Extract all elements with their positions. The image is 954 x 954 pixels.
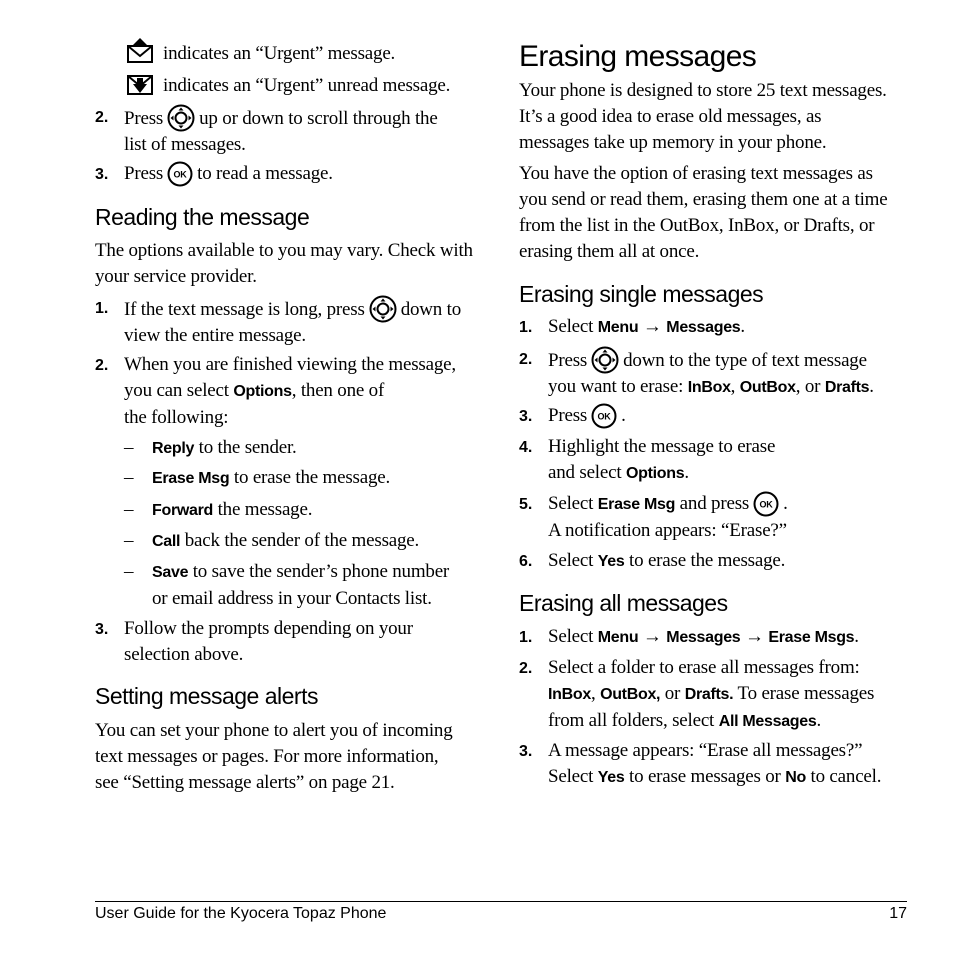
- text-line: messages take up memory in your phone.: [519, 132, 827, 153]
- step-text: you want to erase:: [548, 376, 688, 397]
- option-save: [124, 559, 450, 612]
- text-line: It’s a good idea to erase old messages, as: [519, 106, 822, 127]
- step-text: .: [816, 710, 822, 731]
- step-text: to erase messages or: [624, 766, 786, 787]
- heading-alerts: Setting message alerts: [95, 683, 318, 709]
- option-erase: [124, 465, 391, 492]
- menu-term: Yes: [597, 769, 625, 786]
- ok-key-icon: [591, 403, 617, 429]
- option-text: to erase the message.: [229, 467, 391, 488]
- step-text: up or down to scroll through the: [199, 108, 438, 129]
- urgent-unread-text: indicates an “Urgent” unread message.: [163, 75, 451, 96]
- step-text: Select a folder to erase all messages from:: [548, 657, 860, 678]
- menu-term: Options: [233, 383, 292, 400]
- step-text: from all folders, select: [548, 710, 719, 731]
- step-text: If the text message is long, press: [124, 299, 365, 320]
- step-number: 2.: [519, 660, 533, 677]
- step-text: To erase messages: [733, 683, 875, 704]
- menu-term: Erase Msg: [152, 470, 230, 487]
- step-text: Select: [548, 316, 598, 337]
- step-text: Select: [548, 766, 598, 787]
- step-number: 1.: [95, 300, 109, 317]
- step-text: A notification appears: “Erase?”: [548, 520, 787, 541]
- step-text: to cancel.: [805, 766, 882, 787]
- step-number: 1.: [519, 629, 533, 646]
- ok-key-icon: [167, 161, 193, 187]
- heading-erasing-all: Erasing all messages: [519, 590, 728, 616]
- urgent-unread-envelope-icon: [127, 70, 153, 96]
- menu-term: All Messages: [718, 713, 817, 730]
- reading-step-2: [124, 352, 456, 431]
- step-text: Press: [124, 108, 164, 129]
- navigation-key-icon: [167, 104, 195, 132]
- text-line: from the list in the OutBox, InBox, or Drafts, or: [519, 215, 875, 236]
- step-scroll: [124, 104, 438, 158]
- menu-term: Erase Msgs: [768, 629, 855, 646]
- urgent-text: indicates an “Urgent” message.: [163, 43, 396, 64]
- text-line: you send or read them, erasing them one at a time: [519, 189, 888, 210]
- single-step-1: [548, 314, 745, 341]
- single-step-6: [548, 548, 785, 575]
- text-line: text messages or pages. For more information,: [95, 746, 439, 767]
- reading-step-3: [124, 616, 413, 668]
- option-forward: [124, 497, 313, 524]
- step-number: 1.: [519, 319, 533, 336]
- step-text: .: [783, 493, 788, 514]
- step-number: 6.: [519, 553, 533, 570]
- step-text: or: [660, 683, 685, 704]
- step-read: [124, 161, 333, 187]
- reading-intro: [95, 238, 473, 290]
- step-text: list of messages.: [124, 134, 246, 155]
- step-text: Follow the prompts depending on your: [124, 618, 413, 639]
- menu-term: Messages: [666, 629, 741, 646]
- step-text: to read a message.: [197, 163, 333, 184]
- text-line: You have the option of erasing text messages as: [519, 163, 873, 184]
- footer-title: User Guide for the Kyocera Topaz Phone: [95, 905, 387, 922]
- option-text: the message.: [213, 499, 313, 520]
- menu-term: Menu: [597, 629, 639, 646]
- step-text: Select: [548, 493, 598, 514]
- step-text: view the entire message.: [124, 325, 306, 346]
- step-text: .: [621, 405, 626, 426]
- step-text: Highlight the message to erase: [548, 436, 776, 457]
- intro-paragraph-1: [519, 78, 887, 156]
- text-line: see “Setting message alerts” on page 21.: [95, 772, 395, 793]
- step-number: 3.: [519, 743, 533, 760]
- step-text: ,: [730, 376, 740, 397]
- step-number: 2.: [95, 357, 109, 374]
- step-text: Press: [124, 163, 164, 184]
- arrow-glyph: →: [642, 626, 662, 647]
- menu-term: Yes: [597, 553, 625, 570]
- menu-term: Drafts: [824, 379, 870, 396]
- text-line: You can set your phone to alert you of incoming: [95, 720, 453, 741]
- step-number: 2.: [519, 351, 533, 368]
- step-text: When you are finished viewing the message,: [124, 354, 456, 375]
- step-text: and select: [548, 462, 626, 483]
- step-text: .: [854, 626, 859, 647]
- bullet-dash: –: [124, 499, 134, 520]
- step-text: to erase the message.: [624, 550, 786, 571]
- reading-step-1: [124, 295, 461, 349]
- menu-term: InBox: [548, 686, 591, 703]
- step-text: ,: [590, 683, 601, 704]
- step-number: 3.: [519, 408, 533, 425]
- step-number: 2.: [95, 109, 109, 126]
- urgent-envelope-icon: [127, 38, 153, 64]
- heading-reading: Reading the message: [95, 204, 310, 230]
- menu-term: Menu: [597, 319, 639, 336]
- step-text: , then one of: [291, 380, 385, 401]
- step-text: , or: [795, 376, 825, 397]
- menu-term: Save: [152, 564, 189, 581]
- step-text: Select: [548, 626, 598, 647]
- menu-term: Reply: [152, 440, 195, 457]
- page-footer: [95, 901, 907, 922]
- option-text: to the sender.: [194, 437, 297, 458]
- text-line: your service provider.: [95, 266, 257, 287]
- menu-term: OutBox: [739, 379, 796, 396]
- ok-key-icon: [753, 491, 779, 517]
- step-number: 4.: [519, 439, 533, 456]
- step-text: Press: [548, 405, 588, 426]
- step-text: A message appears: “Erase all messages?”: [548, 740, 863, 761]
- menu-term: No: [785, 769, 806, 786]
- step-text: down to the type of text message: [623, 350, 867, 371]
- menu-term: Call: [152, 533, 181, 550]
- option-call: [124, 528, 420, 555]
- bullet-dash: –: [124, 437, 134, 458]
- menu-term: Forward: [152, 502, 214, 519]
- step-number: 3.: [95, 621, 109, 638]
- single-step-3: [548, 403, 626, 429]
- single-step-2: [548, 346, 874, 401]
- intro-paragraph-2: [519, 161, 888, 265]
- single-step-4: [548, 434, 775, 487]
- bullet-dash: –: [124, 530, 134, 551]
- page-number: 17: [889, 905, 907, 922]
- step-text: down to: [400, 299, 462, 320]
- bullet-dash: –: [124, 467, 134, 488]
- menu-term: Erase Msg: [597, 496, 676, 513]
- alerts-text: [95, 718, 453, 796]
- navigation-key-icon: [369, 295, 397, 323]
- navigation-key-icon: [591, 346, 619, 374]
- step-text: .: [740, 316, 745, 337]
- text-line: The options available to you may vary. Check with: [95, 240, 473, 261]
- step-text: selection above.: [124, 644, 244, 665]
- step-text: .: [869, 376, 874, 397]
- step-number: 5.: [519, 496, 533, 513]
- menu-term: OutBox,: [600, 686, 661, 703]
- menu-term: Options: [625, 465, 685, 482]
- text-line: erasing them all at once.: [519, 241, 700, 262]
- step-text: Press: [548, 350, 588, 371]
- option-text: back the sender of the message.: [180, 530, 420, 551]
- bullet-dash: –: [124, 561, 134, 582]
- step-text: .: [684, 462, 689, 483]
- step-number: 3.: [95, 166, 109, 183]
- heading-erasing-single: Erasing single messages: [519, 281, 764, 307]
- arrow-glyph: →: [642, 316, 662, 337]
- all-step-1: [548, 624, 859, 651]
- text-line: Your phone is designed to store 25 text messages.: [519, 80, 887, 101]
- option-text: or email address in your Contacts list.: [152, 588, 432, 609]
- step-text: the following:: [124, 407, 229, 428]
- option-reply: [124, 435, 297, 462]
- step-text: Select: [548, 550, 598, 571]
- menu-term: Messages: [666, 319, 741, 336]
- step-text: and press: [675, 493, 750, 514]
- step-text: you can select: [124, 380, 234, 401]
- arrow-glyph: →: [744, 626, 764, 647]
- menu-term: Drafts.: [684, 686, 734, 703]
- single-step-5: [548, 491, 788, 544]
- option-text: to save the sender’s phone number: [188, 561, 450, 582]
- page-title: Erasing messages: [519, 40, 757, 73]
- menu-term: InBox: [687, 379, 731, 396]
- all-step-3: [548, 738, 881, 791]
- all-step-2: [548, 655, 874, 735]
